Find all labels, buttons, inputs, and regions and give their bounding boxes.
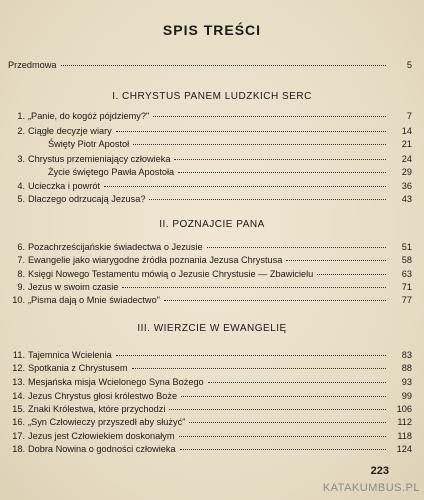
entry-number: 15. <box>12 404 25 414</box>
entry-page: 43 <box>401 194 412 204</box>
entry-label: Jezus Chrystus głosi królestwo Boże <box>28 391 178 401</box>
section-heading-1: I. CHRYSTUS PANEM LUDZKICH SERC <box>112 91 312 102</box>
entry-page: 112 <box>397 417 412 427</box>
entry-number: 4. <box>17 181 25 191</box>
entry-number: 14. <box>12 391 25 401</box>
leader-dots <box>181 396 386 397</box>
entry-label: Księgi Nowego Testamentu mówią o Jezusie Chrystusie — Zbawicielu <box>28 269 314 279</box>
leader-dots <box>179 436 386 437</box>
toc-entry <box>8 415 412 429</box>
watermark: KATAKUMBUS.PL <box>322 482 420 494</box>
entry-number: 3. <box>17 154 25 164</box>
entry-page: 71 <box>401 282 412 292</box>
entry-page: 36 <box>401 181 412 191</box>
entry-number: 16. <box>12 417 25 427</box>
toc-entry <box>8 152 412 166</box>
entry-number: 1. <box>17 111 25 121</box>
toc-entry <box>8 361 412 375</box>
toc-entry <box>8 429 412 443</box>
toc-entry <box>8 267 412 281</box>
entry-page: 77 <box>401 295 412 305</box>
leader-dots <box>104 186 386 187</box>
toc-entry <box>8 253 412 267</box>
entry-number: 6. <box>17 242 25 252</box>
page-title: SPIS TREŚCI <box>162 22 262 38</box>
toc-entry <box>8 179 412 193</box>
entry-page: 124 <box>396 444 412 454</box>
leader-dots <box>132 368 386 369</box>
toc-entry <box>8 124 412 138</box>
toc-entry <box>8 280 412 294</box>
toc-entry <box>8 165 412 179</box>
entry-page: 7 <box>406 111 412 121</box>
page-number: 223 <box>370 465 389 477</box>
leader-dots <box>169 409 386 410</box>
entry-number: 2. <box>17 126 25 136</box>
toc-entry <box>8 240 412 254</box>
entry-page: 83 <box>401 350 412 360</box>
entry-page: 88 <box>401 363 412 373</box>
entry-label: Znaki Królestwa, które przychodzi <box>28 404 166 414</box>
toc-entry-preface <box>8 58 412 72</box>
entry-number: 7. <box>17 255 25 265</box>
leader-dots <box>122 287 386 288</box>
section-heading-2: II. POZNAJCIE PANA <box>159 219 265 230</box>
entry-label: Jezus w swoim czasie <box>28 282 119 292</box>
entry-label: „Syn Człowieczy przyszedł aby służyć" <box>28 417 186 427</box>
toc-entry <box>8 402 412 416</box>
toc-entry <box>8 442 412 456</box>
entry-page: 5 <box>406 60 412 70</box>
entry-label: Chrystus przemieniający człowieka <box>28 154 171 164</box>
entry-page: 58 <box>401 255 412 265</box>
entry-label: Jezus jest Człowiekiem doskonałym <box>28 431 175 441</box>
entry-page: 93 <box>401 377 412 387</box>
leader-dots <box>116 355 386 356</box>
leader-dots <box>317 274 386 275</box>
toc-entry <box>8 348 412 362</box>
entry-number: 5. <box>17 194 25 204</box>
entry-label: Spotkania z Chrystusem <box>28 363 128 373</box>
leader-dots <box>178 172 386 173</box>
entry-page: 63 <box>401 269 412 279</box>
leader-dots <box>116 131 386 132</box>
entry-label: Pozachrześcijańskie świadectwa o Jezusie <box>28 242 203 252</box>
leader-dots <box>133 144 386 145</box>
entry-label: „Pisma dają o Mnie świadectwo" <box>28 295 160 305</box>
leader-dots <box>164 300 386 301</box>
entry-number: 9. <box>17 282 25 292</box>
entry-label: Ewangelie jako wiarygodne źródła poznania Jezusa Chrystusa <box>28 255 283 265</box>
entry-page: 106 <box>396 404 412 414</box>
leader-dots <box>174 159 386 160</box>
entry-page: 24 <box>401 154 412 164</box>
toc-entry <box>8 192 412 206</box>
entry-label: Dobra Nowina o godności człowieka <box>28 444 176 454</box>
leader-dots <box>207 247 386 248</box>
entry-label: „Panie, do kogóż pójdziemy?" <box>28 111 150 121</box>
entry-label: Ciągłe decyzje wiary <box>28 126 112 136</box>
entry-page: 14 <box>401 126 412 136</box>
entry-number: 11. <box>12 350 25 360</box>
entry-number: 13. <box>12 377 25 387</box>
leader-dots <box>189 422 386 423</box>
entry-page: 118 <box>397 431 412 441</box>
entry-number: 17. <box>12 431 25 441</box>
entry-label: Tajemnica Wcielenia <box>28 350 112 360</box>
leader-dots <box>180 449 386 450</box>
entry-label: Dlaczego odrzucają Jezusa? <box>28 194 146 204</box>
leader-dots <box>153 116 386 117</box>
toc-entry <box>8 389 412 403</box>
entry-label: Święty Piotr Apostoł <box>48 139 130 149</box>
entry-label: Ucieczka i powrót <box>28 181 100 191</box>
entry-page: 99 <box>401 391 412 401</box>
entry-page: 29 <box>401 167 412 177</box>
entry-number: 10. <box>12 295 25 305</box>
entry-number: 12. <box>12 363 25 373</box>
entry-label: Przedmowa <box>8 60 57 70</box>
toc-entry <box>8 137 412 151</box>
entry-label: Mesjańska misja Wcielonego Syna Bożego <box>28 377 204 387</box>
toc-entry <box>8 109 412 123</box>
leader-dots <box>149 199 386 200</box>
toc-entry <box>8 293 412 307</box>
entry-label: Życie świętego Pawła Apostoła <box>48 167 175 177</box>
leader-dots <box>286 260 386 261</box>
entry-number: 18. <box>12 444 25 454</box>
entry-page: 51 <box>401 242 412 252</box>
leader-dots <box>208 382 386 383</box>
section-heading-3: III. WIERZCIE W EWANGELIĘ <box>137 323 287 334</box>
entry-number: 8. <box>17 269 25 279</box>
leader-dots <box>61 65 386 66</box>
entry-page: 21 <box>401 139 412 149</box>
toc-entry <box>8 375 412 389</box>
